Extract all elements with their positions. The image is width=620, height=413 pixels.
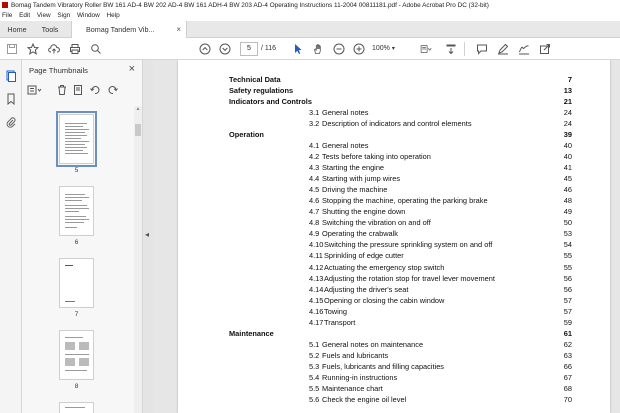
chevron-down-icon: ▾	[391, 46, 395, 52]
close-tab-icon[interactable]: ×	[176, 25, 181, 34]
zoom-in-icon[interactable]	[353, 43, 365, 55]
toc-page-number: 59	[563, 317, 572, 327]
toc-entry-title: Fuels and lubricants	[322, 350, 389, 360]
highlight-pen-icon[interactable]	[497, 43, 509, 55]
hand-tool-icon[interactable]	[312, 43, 324, 55]
toc-page-number: 55	[563, 262, 572, 272]
toc-entry-number: 4.11	[309, 251, 323, 261]
toc-entry-row[interactable]	[309, 217, 572, 228]
toc-page-number: 53	[563, 229, 572, 239]
toc-entry-title: Switching the vibration on and off	[322, 218, 431, 228]
toc-entry-row[interactable]	[309, 372, 572, 383]
toc-entry-title: Running-in instructions	[322, 372, 398, 382]
page-layout-icon[interactable]	[418, 43, 434, 55]
toc-page-number: 70	[563, 394, 572, 404]
toc-entry-title: Starting the engine	[322, 163, 385, 173]
insert-page-icon[interactable]	[72, 84, 84, 96]
toc-page-number: 50	[563, 218, 572, 228]
attachments-paperclip-icon[interactable]	[5, 116, 17, 128]
toc-page-number: 49	[563, 207, 572, 217]
toc-entry-title: Towing	[324, 306, 348, 316]
toc-entry-title: Actuating the emergency stop switch	[324, 262, 445, 272]
search-icon[interactable]	[90, 43, 102, 55]
toc-entry-row[interactable]	[309, 228, 572, 239]
toc-entry-number: 4.2	[309, 152, 320, 162]
toc-entry-row[interactable]	[309, 273, 572, 284]
page-thumbnail[interactable]	[59, 258, 94, 308]
toc-entry-title: General notes on maintenance	[322, 339, 424, 349]
toc-entry-number: 5.1	[309, 339, 320, 349]
thumbnail-page-label: 7	[74, 311, 79, 318]
page-thumbnail[interactable]	[59, 114, 94, 164]
toc-entry-row[interactable]	[309, 162, 572, 173]
toc-entry-row[interactable]	[309, 184, 572, 195]
tab-document[interactable]	[71, 21, 187, 39]
page-count: / 116	[261, 45, 277, 52]
rotate-counterclockwise-icon[interactable]	[89, 84, 101, 96]
toc-entry-row[interactable]	[309, 350, 572, 361]
toc-page-number: 56	[563, 284, 572, 294]
toc-entry-title: Driving the machine	[322, 185, 388, 195]
toc-section-row[interactable]	[229, 129, 572, 140]
menu-file[interactable]: File	[2, 12, 13, 19]
toc-page-number: 24	[563, 119, 572, 129]
print-icon[interactable]	[69, 43, 81, 55]
navigation-rail	[0, 60, 22, 413]
menu-help[interactable]: Help	[106, 12, 120, 19]
save-icon[interactable]	[6, 43, 18, 55]
scrollbar-thumb[interactable]	[135, 124, 141, 136]
chevron-left-icon: ◂	[145, 230, 150, 239]
toc-entry-row[interactable]	[309, 151, 572, 162]
page-thumbnail[interactable]	[59, 186, 94, 236]
toc-entry-number: 4.4	[309, 174, 320, 184]
toc-entry-title: Adjusting the driver's seat	[324, 284, 409, 294]
menu-sign[interactable]: Sign	[57, 12, 71, 19]
toc-page-number: 45	[563, 174, 572, 184]
thumbnail-page-label: 6	[74, 239, 79, 246]
toc-page-number: 68	[563, 383, 572, 393]
toc-entry-title: Tests before taking into operation	[322, 152, 431, 162]
toolbar-divider	[464, 42, 465, 56]
toc-entry-number: 4.7	[309, 207, 320, 217]
toc-section-row[interactable]	[229, 328, 572, 339]
toc-entry-row[interactable]	[309, 284, 572, 295]
toc-entry-title: Switching the pressure sprinkling system on and off	[324, 240, 493, 250]
comment-icon[interactable]	[476, 43, 488, 55]
toc-page-number: 40	[563, 141, 572, 151]
document-view[interactable]	[153, 60, 620, 413]
toc-page-number: 40	[563, 152, 572, 162]
toc-section-row[interactable]	[229, 85, 572, 96]
toc-section-title: Safety regulations	[229, 86, 294, 96]
sign-icon[interactable]	[518, 43, 530, 55]
scroll-mode-icon[interactable]	[445, 43, 457, 55]
menu-edit[interactable]: Edit	[19, 12, 31, 19]
page-thumbnails-panel	[22, 60, 143, 413]
toc-entry-number: 4.15	[309, 295, 324, 305]
toc-entry-title: Sprinkling of edge cutter	[324, 251, 404, 261]
close-icon[interactable]: ×	[128, 63, 135, 75]
page-number-input[interactable]: 5	[240, 42, 258, 56]
toc-entry-row[interactable]	[309, 206, 572, 217]
acrobat-app-icon	[2, 2, 8, 8]
toc-entry-number: 4.3	[309, 163, 320, 173]
toc-entry-number: 5.2	[309, 350, 320, 360]
toc-page-number: 46	[563, 185, 572, 195]
toc-section-title: Maintenance	[229, 328, 274, 338]
toc-page-number: 63	[563, 350, 572, 360]
toc-entry-row[interactable]	[309, 239, 572, 250]
bookmarks-icon[interactable]	[5, 93, 17, 105]
toc-entry-row[interactable]	[309, 140, 572, 151]
pdf-page	[178, 60, 610, 413]
toc-page-number: 48	[563, 196, 572, 206]
menu-window[interactable]: Window	[77, 12, 100, 19]
toc-entry-number: 4.6	[309, 196, 320, 206]
tab-bar	[0, 21, 620, 38]
panel-collapse-handle[interactable]	[143, 60, 153, 413]
thumbnail-page-label: 5	[74, 167, 79, 174]
toc-entry-title: Operating the crabwalk	[322, 229, 398, 239]
toc-page-number: 24	[563, 108, 572, 118]
toc-entry-number: 4.9	[309, 229, 320, 239]
toc-entry-title: Shutting the engine down	[322, 207, 406, 217]
toc-page-number: 57	[563, 295, 572, 305]
toc-entry-number: 5.4	[309, 372, 320, 382]
toc-entry-number: 4.1	[309, 141, 320, 151]
toc-entry-number: 3.2	[309, 119, 320, 129]
toc-entry-number: 4.16	[309, 306, 324, 316]
main-toolbar	[0, 38, 620, 60]
toc-entry-title: Opening or closing the cabin window	[324, 295, 445, 305]
toc-entry-row[interactable]	[309, 173, 572, 184]
window-title-bar	[0, 0, 620, 11]
toc-entry-number: 4.5	[309, 185, 320, 195]
toc-section-title: Operation	[229, 130, 264, 140]
panel-toolbar	[27, 84, 139, 98]
toc-entry-number: 4.14	[309, 284, 324, 294]
toc-page-number: 7	[567, 75, 572, 84]
share-icon[interactable]	[539, 43, 551, 55]
toc-page-number: 41	[563, 163, 572, 173]
toc-entry-row[interactable]	[309, 107, 572, 118]
next-page-icon[interactable]	[219, 43, 231, 55]
zoom-dropdown[interactable]	[372, 42, 402, 56]
toc-entry-row[interactable]	[309, 339, 572, 350]
panel-title: Page Thumbnails	[29, 66, 88, 75]
toc-page-number: 55	[563, 251, 572, 261]
page-thumbnail[interactable]	[59, 330, 94, 380]
zoom-level: 100%	[372, 45, 390, 52]
toc-entry-title: Check the engine oil level	[322, 394, 407, 404]
toc-entry-number: 4.13	[309, 273, 324, 283]
toc-entry-row[interactable]	[309, 361, 572, 372]
menu-view[interactable]: View	[36, 12, 51, 19]
toc-entry-row[interactable]	[309, 317, 572, 328]
toc-entry-title: Adjusting the rotation stop for travel lever movement	[324, 273, 495, 283]
toc-entry-row[interactable]	[309, 295, 572, 306]
select-cursor-icon[interactable]	[292, 43, 304, 55]
toc-entry-title: General notes	[322, 108, 369, 118]
toc-page-number: 39	[563, 130, 572, 140]
toc-page-number: 13	[563, 86, 572, 96]
toc-entry-number: 4.10	[309, 240, 324, 250]
toc-page-number: 21	[563, 97, 572, 107]
toc-entry-number: 4.17	[309, 317, 324, 327]
toc-section-title: Technical Data	[229, 75, 281, 84]
toc-entry-row[interactable]	[309, 250, 572, 261]
rotate-clockwise-icon[interactable]	[107, 84, 119, 96]
toc-entry-title: Maintenance chart	[322, 383, 383, 393]
toc-entry-title: Starting with jump wires	[322, 174, 401, 184]
toc-page-number: 57	[563, 306, 572, 316]
toc-entry-title: General notes	[322, 141, 369, 151]
thumbnail-options-icon[interactable]	[27, 84, 43, 96]
scroll-up-icon[interactable]: ▲	[135, 106, 141, 112]
toc-entry-title: Transport	[324, 317, 356, 327]
toc-entry-number: 4.12	[309, 262, 324, 272]
toc-page-number: 67	[563, 372, 572, 382]
toc-entry-row[interactable]	[309, 394, 572, 405]
tab-tools[interactable]: Tools	[41, 25, 59, 34]
menu-bar	[0, 11, 620, 21]
toc-entry-number: 3.1	[309, 108, 320, 118]
toc-entry-row[interactable]	[309, 306, 572, 317]
window-title: Bomag Tandem Vibratory Roller BW 161 AD-4 BW 202 AD-4 BW 161 ADH-4 BW 203 AD-4 Operating Instructions 11-2004 00811181.pdf - Adobe Acrobat Pro DC (32-bit)	[11, 2, 489, 9]
delete-pages-icon[interactable]	[56, 84, 68, 96]
toc-entry-row[interactable]	[309, 383, 572, 394]
thumbnail-scrollbar[interactable]	[134, 106, 142, 413]
previous-page-icon[interactable]	[199, 43, 211, 55]
toc-section-row[interactable]	[229, 74, 572, 85]
toc-entry-number: 5.3	[309, 361, 320, 371]
toc-page-number: 62	[563, 339, 572, 349]
toc-entry-title: Description of indicators and control elements	[322, 119, 472, 129]
zoom-out-icon[interactable]	[333, 43, 345, 55]
bookmark-star-icon[interactable]	[27, 43, 39, 55]
page-thumbnails-icon[interactable]	[5, 70, 17, 82]
upload-cloud-icon[interactable]	[48, 43, 60, 55]
thumbnail-page-label: 8	[74, 383, 79, 390]
toc-entry-number: 4.8	[309, 218, 320, 228]
tab-home[interactable]: Home	[7, 25, 27, 34]
toc-entry-row[interactable]	[309, 195, 572, 206]
toc-entry-title: Stopping the machine, operating the parking brake	[322, 196, 488, 206]
toc-page-number: 56	[563, 273, 572, 283]
toc-entry-row[interactable]	[309, 262, 572, 273]
toc-section-title: Indicators and Controls	[229, 97, 312, 107]
toc-page-number: 66	[563, 361, 572, 371]
toc-page-number: 61	[563, 328, 572, 338]
toc-page-number: 54	[563, 240, 572, 250]
toc-entry-row[interactable]	[309, 118, 572, 129]
tab-document-label: Bomag Tandem Vib...	[86, 25, 155, 34]
page-thumbnail[interactable]	[59, 402, 94, 413]
toc-entry-title: Fuels, lubricants and filling capacities	[322, 361, 445, 371]
toc-section-row[interactable]	[229, 96, 572, 107]
toc-entry-number: 5.5	[309, 383, 320, 393]
toc-entry-number: 5.6	[309, 394, 320, 404]
